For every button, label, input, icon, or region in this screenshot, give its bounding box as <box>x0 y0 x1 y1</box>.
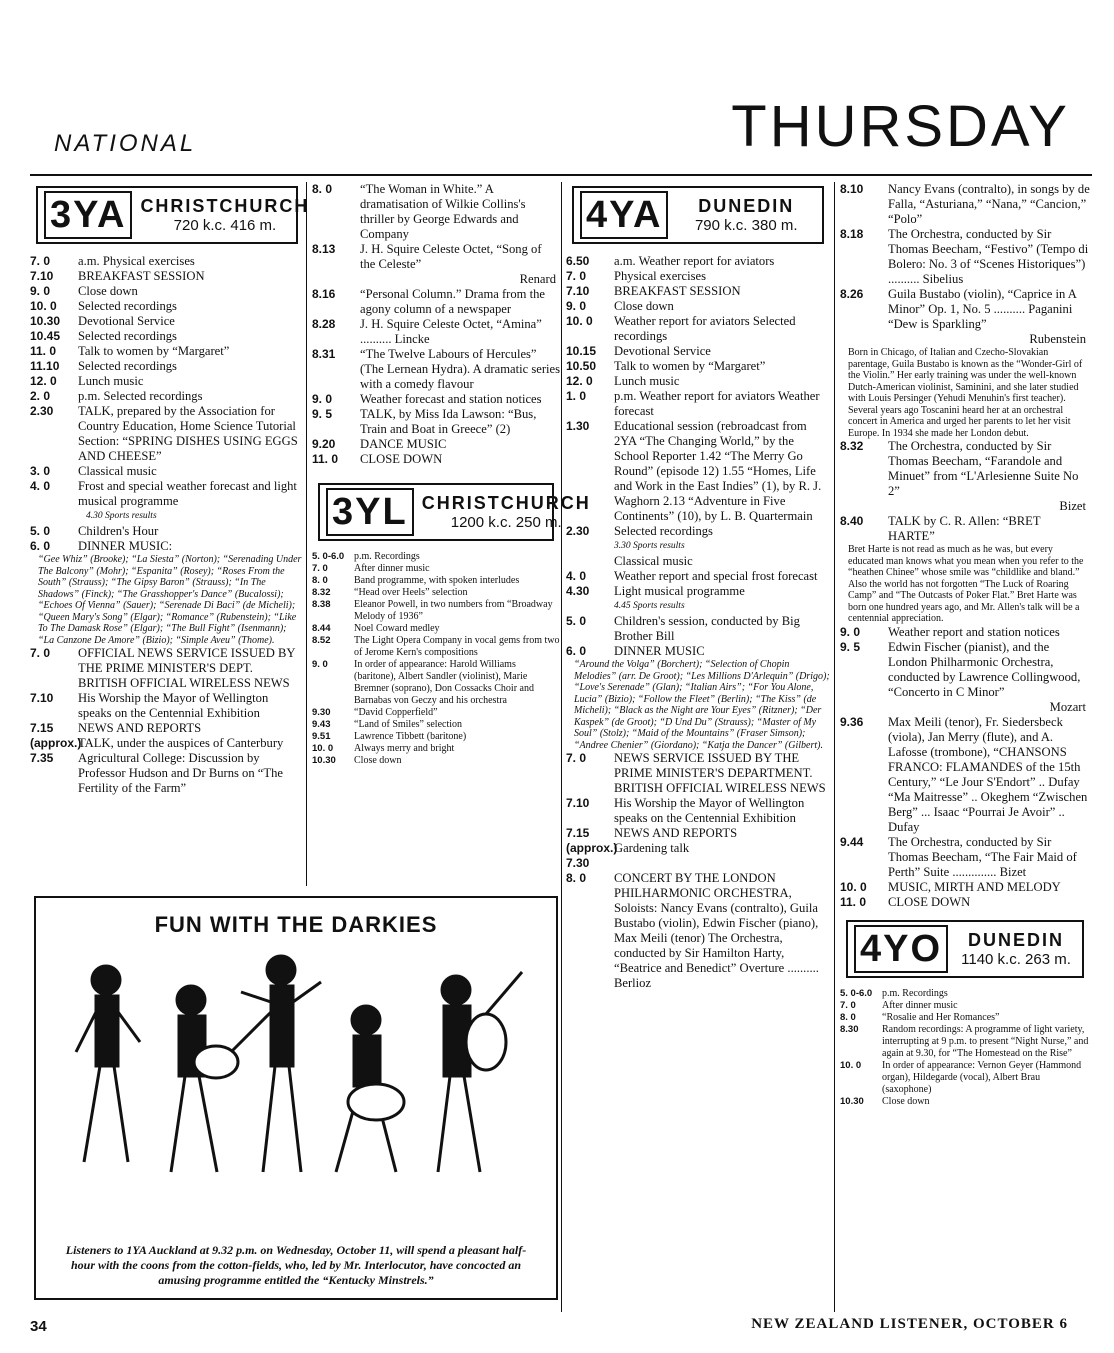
station-city: DUNEDIN <box>968 929 1065 950</box>
column-4ya <box>566 182 830 991</box>
programme-time: 9. 0 <box>312 659 328 670</box>
publication-line: NEW ZEALAND LISTENER, OCTOBER 6 <box>751 1316 1068 1332</box>
programme-time: 8. 0 <box>312 575 328 586</box>
programme-description: Talk to women by “Margaret” <box>78 344 230 358</box>
programme-description: Always merry and bright <box>354 743 455 754</box>
programme-description: Classical music <box>78 464 157 478</box>
programme-item <box>312 755 560 767</box>
programme-item <box>312 563 560 575</box>
programme-time: 9. 0 <box>840 624 861 639</box>
programme-description: CLOSE DOWN <box>888 894 971 909</box>
programme-time: 2. 0 <box>30 389 51 403</box>
programme-item <box>30 479 304 509</box>
programme-time: 10.30 <box>840 1095 864 1107</box>
programme-item <box>840 1096 1090 1108</box>
station-logo: 3YL <box>326 488 414 536</box>
programme-description: “The Woman in White.” A dramatisation of Wilkie Collins's thriller by George Edwards and Company <box>360 182 526 241</box>
programme-time: 8.38 <box>312 599 331 610</box>
programme-item <box>30 254 304 269</box>
dinner-music-note: “Gee Whiz” (Brooke); “La Siesta” (Norton); “Serenading Under The Balcony” (Mohr); “Espanita” (Rosey); “Roses From the South” (Strauss); “The Gipsy Baron” (Strauss); “In The Shadows” (Finck); “The Grasshopper's Dance” (Bucalossi); “Echoes Of Vienna” (Sauer); “Serenade Di Baci” (de Micheli); “Queen Mary's Song” (Elgar); “Romance” (Rubenstein); “Like To The Damask Rose” (Elgar); “The Bull Fight” (Isenmann); “La Canzone De Amore” (Bizio); “Simple Aveu” (Thome). <box>38 554 302 646</box>
programme-item <box>566 284 830 299</box>
station-logo: 4YA <box>580 191 668 239</box>
programme-description: Band programme, with spoken interludes <box>354 575 520 586</box>
programme-item <box>840 1000 1090 1012</box>
programme-time: 12. 0 <box>30 374 57 388</box>
programme-description: The Orchestra, conducted by Sir Thomas Beecham, “Farandole and Minuet” from “L'Arlesienne Suite No 2” <box>888 439 1079 498</box>
programme-time: 12. 0 <box>566 374 593 388</box>
programme-time: 7. 0 <box>840 999 856 1011</box>
programme-time: 5. 0-6.0 <box>312 551 345 562</box>
day-title: THURSDAY <box>731 94 1070 159</box>
programme-item <box>312 707 560 719</box>
programme-description: Light musical programme <box>614 584 745 598</box>
programme-time: 8. 0 <box>312 182 333 196</box>
programme-description: Guila Bustabo (violin), “Caprice in A Minor” Op. 1, No. 5 .......... Paganini “Dew is Sparkling” <box>888 287 1077 331</box>
programme-description: Children's session, conducted by Big Brother Bill <box>614 614 800 643</box>
programme-item <box>566 269 830 284</box>
programme-item <box>566 254 830 269</box>
programme-description: DINNER MUSIC <box>614 644 705 658</box>
programme-description: Close down <box>78 284 138 298</box>
programme-item <box>840 514 1090 544</box>
programme-time: 8.52 <box>312 635 331 646</box>
programme-time: 8.32 <box>312 587 331 598</box>
page-number: 34 <box>30 1318 47 1335</box>
programme-item <box>312 287 560 317</box>
station-frequency: 720 k.c. 416 m. <box>173 217 277 234</box>
programme-description: Selected recordings <box>614 524 713 538</box>
programme-time: 6. 0 <box>566 644 587 658</box>
programme-item <box>30 269 304 284</box>
programme-item <box>566 826 830 841</box>
programme-item <box>566 614 830 644</box>
programme-description: Weather report and station notices <box>888 624 1060 639</box>
programme-description: p.m. Recordings <box>882 987 948 999</box>
programme-time: 11. 0 <box>312 452 339 466</box>
programme-item <box>312 743 560 755</box>
programme-item <box>312 659 560 707</box>
programme-description: a.m. Physical exercises <box>78 254 195 268</box>
programme-time: 1.30 <box>566 419 590 433</box>
programme-time: 10.30 <box>312 755 336 766</box>
programme-description: J. H. Squire Celeste Octet, “Amina” .......... Lincke <box>360 317 542 346</box>
composer-credit: Mozart <box>1049 699 1086 714</box>
programme-item <box>566 569 830 584</box>
programme-description: Physical exercises <box>614 269 706 283</box>
programme-description: TALK by C. R. Allen: “BRET HARTE” <box>888 514 1041 543</box>
programme-time: 8.28 <box>312 317 336 331</box>
programme-description: Talk to women by “Margaret” <box>614 359 766 373</box>
programme-item <box>312 392 560 407</box>
station-city: DUNEDIN <box>698 196 795 216</box>
illustration-panel <box>34 896 558 1300</box>
programme-description: Devotional Service <box>78 314 175 328</box>
programme-time: 9. 0 <box>566 299 587 313</box>
programme-time: 9.30 <box>312 707 331 718</box>
programme-item <box>566 344 830 359</box>
programme-time: 8.26 <box>840 287 864 301</box>
programme-item <box>840 715 1090 835</box>
programme-description: In order of appearance: Vernon Geyer (Hammond organ), Hildegarde (vocal), Albert Brau (saxophone) <box>882 1059 1082 1095</box>
programme-description: Devotional Service <box>614 344 711 358</box>
programme-description: Noel Coward medley <box>354 623 440 634</box>
programme-item <box>840 227 1090 287</box>
col-divider-1 <box>306 182 307 886</box>
programme-time: 5. 0-6.0 <box>840 987 873 999</box>
programme-description: His Worship the Mayor of Wellington speaks on the Centennial Exhibition <box>78 691 269 720</box>
programme-item <box>312 182 560 242</box>
programme-item <box>30 721 304 736</box>
programme-description: “Land of Smiles” selection <box>354 719 463 730</box>
programme-description: Weather report for aviators Selected recordings <box>614 314 796 343</box>
programme-item <box>840 1024 1090 1060</box>
programme-item <box>840 988 1090 1000</box>
programme-description: Edwin Fischer (pianist), and the London Philharmonic Orchestra, conducted by Lawrence Collingwood, “Concerto in C Minor” <box>888 639 1081 699</box>
programme-item <box>312 731 560 743</box>
programme-item <box>312 437 560 452</box>
programme-time: 11.10 <box>30 359 60 373</box>
programme-description: TALK, by Miss Ida Lawson: “Bus, Train and Boat in Greece” (2) <box>360 407 537 436</box>
programme-time: 7. 0 <box>566 269 587 283</box>
programme-time: 10.30 <box>30 314 61 328</box>
programme-item <box>312 347 560 392</box>
programme-item <box>30 329 304 344</box>
programme-time: 8.31 <box>312 347 336 361</box>
programme-description: J. H. Squire Celeste Octet, “Song of the Celeste” <box>360 242 542 271</box>
programme-time: (approx.) 7.30 <box>566 841 618 870</box>
programme-time: 9.44 <box>840 834 864 849</box>
bret-harte-note: Bret Harte is not read as much as he was, but every educated man knows what you mean when you refer to the “heathen Chinee” whose smile was “childlike and bland.” Also the world has not forgotten “The Luck of Roaring Camp” and “The Outcasts of Poker Flat.” Bret Harte was born one hundred years ago, and Mr. Allen's talk will be a centennial appreciation. <box>848 544 1084 624</box>
section-label: NATIONAL <box>54 130 197 157</box>
programme-description: Max Meili (tenor), Fr. Siedersbeck (viola), Jan Merry (flute), and A. Lafosse (trombone), “CHANSONS FRANCO: FLAMANDES of the 15th Century,” “Le Jour S'Endort” .. Dufay “Ma Maitresse” .. Okeghem “Zwischen Berg” ... Isaac “Pourrai Je Avoir” .. Dufay <box>888 714 1088 834</box>
programme-time: 6.50 <box>566 254 590 268</box>
programme-item <box>312 242 560 272</box>
programme-time: (approx.) 7.35 <box>30 736 82 765</box>
programme-time: 8.16 <box>312 287 336 301</box>
station-logo: 3YA <box>44 191 132 239</box>
programme-description: Weather report and special frost forecast <box>614 569 818 583</box>
programme-item <box>30 539 304 554</box>
composer-credit: Bizet <box>1059 499 1086 513</box>
column-3ya <box>30 182 310 796</box>
programme-item <box>566 871 830 991</box>
programme-description: “Rosalie and Her Romances” <box>882 1011 1000 1023</box>
programme-item <box>566 841 830 871</box>
programme-time: 5. 0 <box>30 524 51 538</box>
programme-description: CONCERT BY THE LONDON PHILHARMONIC ORCHESTRA, Soloists: Nancy Evans (contralto), Guila Bustabo (violin), Edwin Fischer (piano), Max Meili (tenor) The Orchestra, conducted by Sir Hamilton Harty, “Beatrice and Benedict” Overture .......... Berlioz <box>614 871 819 990</box>
programme-time: 8.13 <box>312 242 336 256</box>
station-frequency: 1200 k.c. 250 m. <box>450 514 562 531</box>
programme-description: Nancy Evans (contralto), in songs by de Falla, “Asturiana,” “Nana,” “Cancion,” “Polo” <box>888 182 1090 226</box>
programme-description: TALK, prepared by the Association for Country Education, Home Science Tutorial Section: “SPRING DISHES USING EGGS AND CHEESE” <box>78 404 298 463</box>
programme-description: Selected recordings <box>78 359 177 373</box>
programme-time: 8.32 <box>840 439 864 453</box>
programme-description: a.m. Weather report for aviators <box>614 254 775 268</box>
composer-credit: Rubenstein <box>1029 332 1086 346</box>
programme-item <box>30 389 304 404</box>
programme-time: 5. 0 <box>566 614 587 628</box>
programme-time: 7.10 <box>566 796 590 810</box>
programme-description: DINNER MUSIC: <box>78 539 173 553</box>
programme-item <box>30 344 304 359</box>
programme-time: 10.50 <box>566 359 597 373</box>
programme-time: 9. 5 <box>312 407 333 421</box>
programme-item <box>312 551 560 563</box>
programme-time: 3. 0 <box>30 464 51 478</box>
programme-item <box>30 359 304 374</box>
station-banner-4ya <box>572 186 824 244</box>
programme-description: MUSIC, MIRTH AND MELODY <box>888 879 1061 894</box>
programme-time: 8.44 <box>312 623 331 634</box>
programme-item <box>566 419 830 524</box>
programme-description: Lunch music <box>78 374 144 388</box>
programme-item <box>30 736 304 796</box>
programme-time: 7.15 <box>30 721 54 735</box>
programme-item <box>30 299 304 314</box>
programme-description: Random recordings: A programme of light variety, interrupting at 9 p.m. to present “Night Nurse,” and again at 9.30, for “The Homestead on the Rise” <box>882 1023 1089 1059</box>
programme-item <box>840 1012 1090 1024</box>
programme-time: 8.18 <box>840 227 864 241</box>
programme-time: 10.45 <box>30 329 61 343</box>
programme-description: OFFICIAL NEWS SERVICE ISSUED BY THE PRIME MINISTER'S DEPT. BRITISH OFFICIAL WIRELESS NEWS <box>78 646 296 690</box>
programme-time: 1. 0 <box>566 389 587 403</box>
programme-time: 8. 0 <box>840 1011 856 1023</box>
column-4ya-evening <box>840 182 1090 1108</box>
programme-description: His Worship the Mayor of Wellington speaks on the Centennial Exhibition <box>614 796 805 825</box>
programme-description: DANCE MUSIC <box>360 437 447 451</box>
programme-item <box>840 182 1090 227</box>
programme-description: “Personal Column.” Drama from the agony column of a newspaper <box>360 287 546 316</box>
programme-time: 7. 0 <box>30 254 51 268</box>
programme-description: BREAKFAST SESSION <box>78 269 205 283</box>
programme-item <box>312 452 560 467</box>
programme-item <box>566 359 830 374</box>
station-logo: 4YO <box>854 925 948 973</box>
sports-results: 4.30 Sports results <box>86 511 157 521</box>
programme-time: 7.10 <box>566 284 590 298</box>
programme-item <box>312 575 560 587</box>
station-city: CHRISTCHURCH <box>421 493 591 513</box>
programme-description: TALK, under the auspices of Canterbury Agricultural College: Discussion by Professor Hudson and Dr Burns on “The Fertility of the Farm” <box>78 736 284 795</box>
programme-item <box>840 640 1090 700</box>
programme-time: 9. 5 <box>840 639 861 654</box>
programme-description: Children's Hour <box>78 524 159 538</box>
sports-results-2: 4.45 Sports results <box>614 601 685 611</box>
programme-time: 8. 0 <box>566 871 587 885</box>
programme-time: 9.20 <box>312 437 336 451</box>
programme-time: 9. 0 <box>312 392 333 406</box>
programme-item <box>566 796 830 826</box>
programme-description: NEWS SERVICE ISSUED BY THE PRIME MINISTER'S DEPARTMENT. BRITISH OFFICIAL WIRELESS NEWS <box>614 751 826 795</box>
programme-time: 11. 0 <box>30 344 57 358</box>
programme-description: Selected recordings <box>78 299 177 313</box>
programme-time: 7.10 <box>30 691 54 705</box>
programme-description: Lawrence Tibbett (baritone) <box>354 731 467 742</box>
programme-time: 2.30 <box>30 404 54 418</box>
programme-item <box>566 374 830 389</box>
programme-description: The Orchestra, conducted by Sir Thomas Beecham, “The Fair Maid of Perth” Suite .............. Bizet <box>888 834 1077 879</box>
programme-description: Eleanor Powell, in two numbers from “Broadway Melody of 1936” <box>354 599 553 622</box>
programme-item <box>30 691 304 721</box>
programme-time: 4. 0 <box>566 569 587 583</box>
classical-music: Classical music <box>614 554 693 568</box>
programme-item <box>312 317 560 347</box>
programme-item <box>30 646 304 691</box>
programme-item <box>840 625 1090 640</box>
programme-item <box>30 464 304 479</box>
programme-item <box>312 587 560 599</box>
programme-item <box>30 314 304 329</box>
programme-time: 8.30 <box>840 1023 859 1035</box>
programme-time: 7.15 <box>566 826 590 840</box>
programme-description: After dinner music <box>882 999 958 1011</box>
programme-time: 10. 0 <box>30 299 57 313</box>
programme-description: NEWS AND REPORTS <box>614 826 738 840</box>
programme-description: Weather forecast and station notices <box>360 392 542 406</box>
programme-description: “Head over Heels” selection <box>354 587 468 598</box>
programme-item <box>840 895 1090 910</box>
programme-time: 9. 0 <box>30 284 51 298</box>
programme-item <box>840 1060 1090 1096</box>
col-divider-2 <box>561 182 562 1312</box>
station-banner-4yo <box>846 920 1084 978</box>
programme-description: Selected recordings <box>78 329 177 343</box>
composer-credit: Renard <box>519 272 556 286</box>
programme-time: 4. 0 <box>30 479 51 493</box>
programme-description: p.m. Selected recordings <box>78 389 203 403</box>
programme-description: BREAKFAST SESSION <box>614 284 741 298</box>
programme-item <box>566 314 830 344</box>
programme-description: After dinner music <box>354 563 430 574</box>
programme-description: Close down <box>882 1095 930 1107</box>
programme-item <box>312 623 560 635</box>
programme-description: Frost and special weather forecast and light musical programme <box>78 479 297 508</box>
header-rule <box>30 174 1092 176</box>
programme-description: Educational session (rebroadcast from 2YA “The Changing World,” by the School Reporter 1.42 “The Merry Go Round” (episode 12) 1.55 “Homes, Life and Work in the East Indies” (1), by R. J. Waghorn 2.13 “Adventure in Five Continents” (10), by L. B. Quartermain <box>614 419 822 523</box>
programme-time: 6. 0 <box>30 539 51 553</box>
programme-time: 8.10 <box>840 182 864 196</box>
programme-item <box>312 407 560 437</box>
programme-description: Gardening talk <box>614 841 690 855</box>
programme-description: Close down <box>614 299 674 313</box>
programme-item <box>312 635 560 659</box>
programme-time: 9.51 <box>312 731 331 742</box>
programme-description: “David Copperfield” <box>354 707 438 718</box>
illustration-title: FUN WITH THE DARKIES <box>154 912 438 937</box>
programme-item <box>840 880 1090 895</box>
programme-item <box>566 644 830 659</box>
station-frequency: 790 k.c. 380 m. <box>694 217 798 234</box>
programme-time: 7. 0 <box>30 646 51 660</box>
programme-time: 9.36 <box>840 714 864 729</box>
sports-results-1: 3.30 Sports results <box>614 541 685 551</box>
programme-item <box>566 524 830 539</box>
programme-time: 10. 0 <box>312 743 334 754</box>
programme-time: 8.40 <box>840 514 864 528</box>
programme-item <box>30 524 304 539</box>
programme-item <box>312 599 560 623</box>
illustration-caption: Listeners to 1YA Auckland at 9.32 p.m. on Wednesday, October 11, will spend a pleasant half-hour with the coons from the cotton-fields, who, led by Mr. Interlocutor, have concocted an amusing programme entitled the “Kentucky Minstrels.” <box>65 1243 527 1287</box>
programme-item <box>312 719 560 731</box>
programme-time: 11. 0 <box>840 894 867 909</box>
programme-time: 7. 0 <box>566 751 587 765</box>
programme-item <box>30 284 304 299</box>
programme-description: Lunch music <box>614 374 680 388</box>
programme-time: 10. 0 <box>566 314 593 328</box>
minstrel-drawing <box>36 942 552 1212</box>
programme-item <box>566 389 830 419</box>
programme-description: p.m. Weather report for aviators Weather forecast <box>614 389 820 418</box>
programme-time: 10. 0 <box>840 879 867 894</box>
programme-description: The Light Opera Company in vocal gems from two of Jerome Kern's compositions <box>354 635 560 658</box>
dinner-music-note: “Around the Volga” (Borchert); “Selection of Chopin Melodies” (arr. De Groot); “Les Millions D'Arlequin” (Drigo); “Love's Serenade” (Glan); “Italian Airs”; “For You Alone, Lucia” (Bizio); “Follow the Fleet” (Berlin); “The Kiss” (de Micheli); “Black as the Night are Your Eyes” (Ritzner); “Der Kaspek” (de Groot); “D Und Du” (Strauss); “Master of My Soul” (Stolz); “Maid of the Mountains” (Fraser Simson); “Andree Chenier” (Giordano); “Katja the Dancer” (Gilbert). <box>574 659 830 751</box>
programme-item <box>566 584 830 599</box>
station-banner-3ya <box>36 186 310 244</box>
programme-item <box>840 439 1090 499</box>
programme-time: 9.43 <box>312 719 331 730</box>
programme-time: 7. 0 <box>312 563 328 574</box>
programme-time: 2.30 <box>566 524 590 538</box>
programme-item <box>566 299 830 314</box>
programme-description: NEWS AND REPORTS <box>78 721 202 735</box>
programme-description: The Orchestra, conducted by Sir Thomas Beecham, “Festivo” (Tempo di Bolero: No. 3 of “Scenes Historiques”) .......... Sibelius <box>888 227 1089 286</box>
programme-item <box>840 287 1090 332</box>
programme-description: p.m. Recordings <box>354 551 420 562</box>
programme-description: CLOSE DOWN <box>360 452 443 466</box>
programme-item <box>30 404 304 464</box>
programme-item <box>840 835 1090 880</box>
programme-time: 4.30 <box>566 584 590 598</box>
station-frequency: 1140 k.c. 263 m. <box>961 950 1071 968</box>
programme-time: 7.10 <box>30 269 54 283</box>
col-divider-3 <box>834 182 835 1312</box>
programme-time: 10. 0 <box>840 1059 862 1071</box>
programme-item <box>566 751 830 796</box>
programme-description: Close down <box>354 755 402 766</box>
programme-description: In order of appearance: Harold Williams (baritone), Albert Sandler (violinist), Marie Bremner (soprano), Don Cossacks Choir and Barnabas von Geczy and his orchestra <box>354 659 534 706</box>
bustabo-note: Born in Chicago, of Italian and Czecho-Slovakian parentage, Guila Bustabo is known as the “Wonder-Girl of the Violin.” Her early training was under the well-known Dutch-American violinist, Saminini, and she later studied with Louis Persinger (Yehudi Menuhin's first teacher). Several years ago Toscanini heard her at an orchestral concert in America and urged her parents to let her visit Europe. In 1934 she made her London debut. <box>848 347 1083 439</box>
station-city: CHRISTCHURCH <box>140 196 310 216</box>
programme-description: “The Twelve Labours of Hercules” (The Lernean Hydra). A dramatic series with a comedy flavour <box>360 347 561 391</box>
programme-time: 10.15 <box>566 344 597 358</box>
programme-item <box>30 374 304 389</box>
